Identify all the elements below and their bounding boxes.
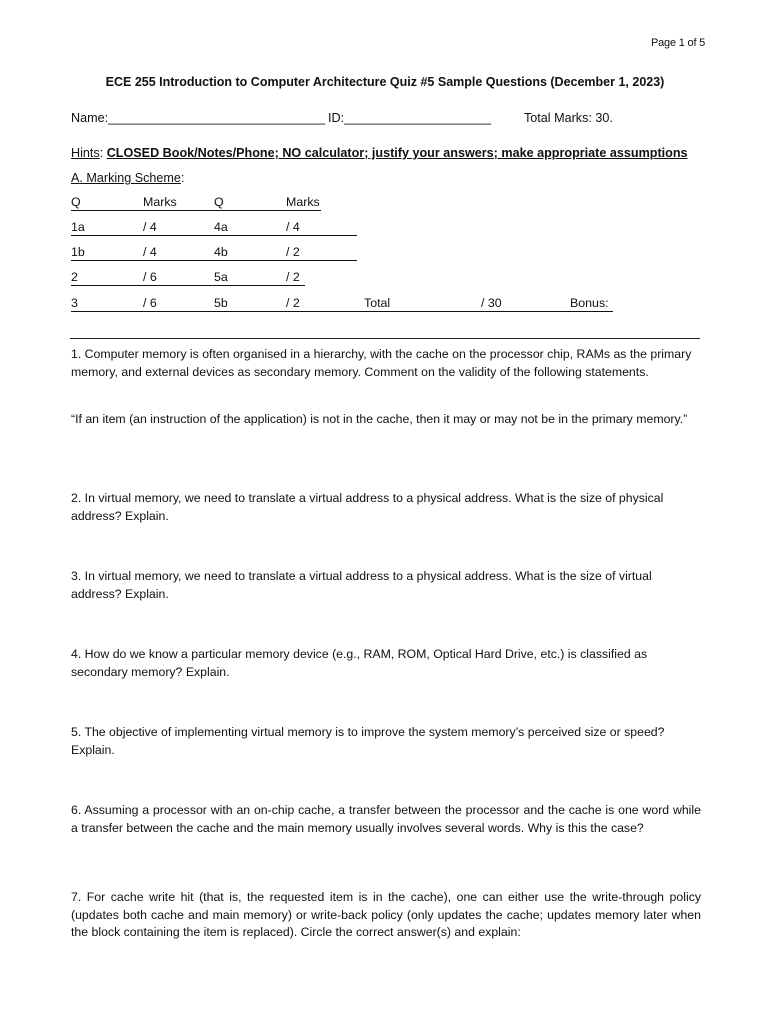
hints-line (71, 146, 688, 160)
total-value: / 30 (481, 296, 502, 310)
table-cell: 1b (71, 245, 85, 259)
table-cell: 4a (214, 220, 228, 234)
table-cell: / 6 (143, 296, 157, 310)
hints-label: Hints (71, 146, 100, 160)
table-cell: / 2 (286, 296, 300, 310)
hints-text: CLOSED Book/Notes/Phone; NO calculator; justify your answers; make appropriate assumptions (106, 146, 688, 160)
hints-colon: : (99, 146, 107, 160)
table-row-underline (71, 235, 357, 236)
marking-title: . Marking Scheme (79, 171, 181, 185)
table-header-marks: Marks (286, 195, 320, 209)
marking-colon: : (180, 171, 185, 185)
question-7: 7. For cache write hit (that is, the requested item is in the cache), one can either use the write-through policy (updates both cache and main memory) or write-back policy (only updates the cache; updates memory later when the block containing the item is replaced). Circle the correct answer(s) and explain: (71, 890, 701, 939)
question-1-statement: “If an item (an instruction of the application) is not in the cache, then it may or may not be in the primary memory.” (71, 412, 688, 426)
table-row-underline (71, 311, 613, 312)
table-cell: 5a (214, 270, 228, 284)
total-label: Total (364, 296, 391, 310)
total-marks: Total Marks: 30. (524, 111, 613, 125)
table-row-underline (71, 210, 321, 211)
table-cell: 1a (71, 220, 85, 234)
table-cell: / 4 (143, 220, 157, 234)
table-cell: / 6 (143, 270, 157, 284)
table-header-q: Q (214, 195, 224, 209)
table-cell: / 2 (286, 270, 300, 284)
marking-letter: A (71, 171, 80, 185)
section-divider (70, 338, 700, 339)
table-row-underline (71, 285, 305, 286)
table-cell: 2 (71, 270, 78, 284)
question-6: 6. Assuming a processor with an on-chip cache, a transfer between the processor and the cache is one word while a transfer between the cache and the main memory usually involves several words. Why is this the case? (71, 803, 701, 835)
table-cell: 4b (214, 245, 228, 259)
question-5: 5. The objective of implementing virtual memory is to improve the system memory’s perceived size or speed? Explain. (71, 725, 665, 757)
marking-scheme-heading (71, 171, 184, 185)
question-1: 1. Computer memory is often organised in a hierarchy, with the cache on the processor chip, RAMs as the primary memory, and external devices as secondary memory. Comment on the validity of the following statements. (71, 347, 692, 379)
table-header-marks: Marks (143, 195, 177, 209)
question-3: 3. In virtual memory, we need to translate a virtual address to a physical address. What is the size of virtual address? Explain. (71, 569, 652, 601)
table-cell: / 4 (143, 245, 157, 259)
table-cell: 3 (71, 296, 78, 310)
page-title: ECE 255 Introduction to Computer Architecture Quiz #5 Sample Questions (December 1, 2023) (105, 75, 665, 89)
bonus-label: Bonus: (570, 296, 609, 310)
table-header-q: Q (71, 195, 81, 209)
table-row-underline (71, 260, 357, 261)
id-field-label: ID:_____________________ (328, 111, 492, 125)
page-number: Page 1 of 5 (651, 37, 706, 49)
table-cell: 5b (214, 296, 228, 310)
table-cell: / 4 (286, 220, 300, 234)
question-4: 4. How do we know a particular memory device (e.g., RAM, ROM, Optical Hard Drive, etc.) is classified as secondary memory? Explain. (71, 647, 648, 679)
name-field-label: Name:_______________________________ (71, 111, 326, 125)
table-cell: / 2 (286, 245, 300, 259)
question-2: 2. In virtual memory, we need to translate a virtual address to a physical address. What is the size of physical address? Explain. (71, 491, 664, 523)
